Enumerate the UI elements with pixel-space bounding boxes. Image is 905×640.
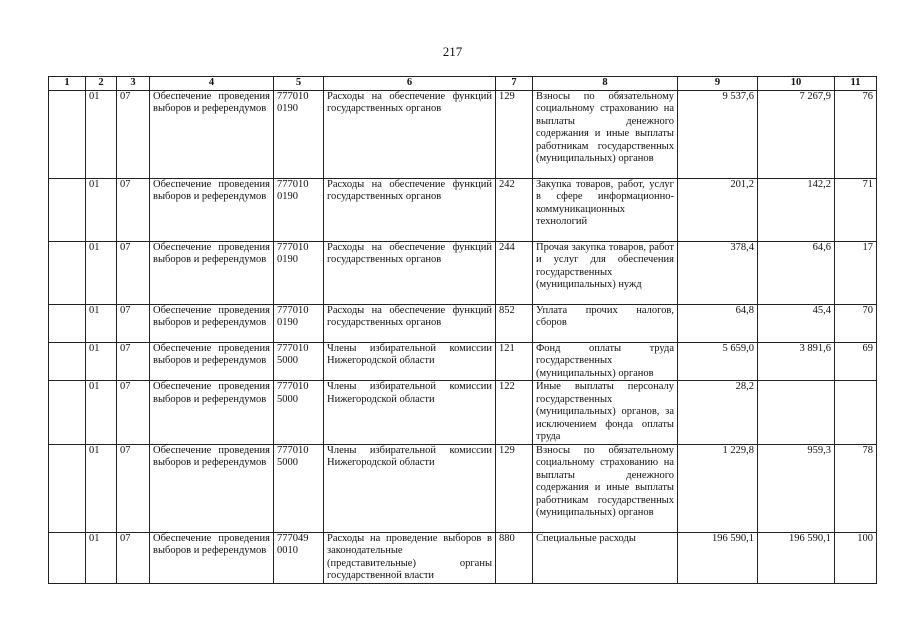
header-row xyxy=(49,77,877,91)
cell-target-name: Члены избирательной комиссии Нижегородской области xyxy=(324,342,496,381)
cell-percent: 71 xyxy=(835,178,877,241)
cell-plan: 28,2 xyxy=(678,381,758,445)
cell-col1 xyxy=(49,381,86,445)
col-header-8: 8 xyxy=(533,77,678,91)
table-row xyxy=(49,178,877,241)
cell-col1 xyxy=(49,178,86,241)
cell-expense-type: 244 xyxy=(496,241,533,304)
cell-subsection: 07 xyxy=(117,304,150,342)
cell-fact: 3 891,6 xyxy=(758,342,835,381)
col-header-2: 2 xyxy=(86,77,117,91)
cell-target-name: Члены избирательной комиссии Нижегородской области xyxy=(324,381,496,445)
cell-expense-name: Фонд оплаты труда государственных (муниципальных) органов xyxy=(533,342,678,381)
cell-col1 xyxy=(49,90,86,178)
cell-section: 01 xyxy=(86,90,117,178)
cell-plan: 9 537,6 xyxy=(678,90,758,178)
table-row xyxy=(49,342,877,381)
cell-expense-name: Закупка товаров, работ, услуг в сфере информационно-коммуникационных технологий xyxy=(533,178,678,241)
cell-section-name: Обеспечение проведения выборов и референдумов xyxy=(150,304,274,342)
cell-target-code: 777010 0190 xyxy=(274,90,324,178)
cell-expense-name: Прочая закупка товаров, работ и услуг для обеспечения государственных (муниципальных) нужд xyxy=(533,241,678,304)
cell-section: 01 xyxy=(86,241,117,304)
cell-percent: 78 xyxy=(835,444,877,532)
cell-section-name: Обеспечение проведения выборов и референдумов xyxy=(150,532,274,583)
cell-subsection: 07 xyxy=(117,532,150,583)
col-header-3: 3 xyxy=(117,77,150,91)
cell-section: 01 xyxy=(86,532,117,583)
cell-fact: 142,2 xyxy=(758,178,835,241)
cell-section: 01 xyxy=(86,444,117,532)
cell-fact: 959,3 xyxy=(758,444,835,532)
table-row xyxy=(49,90,877,178)
cell-target-name: Расходы на проведение выборов в законодательные (представительные) органы государственной власти xyxy=(324,532,496,583)
cell-col1 xyxy=(49,304,86,342)
cell-target-code: 777010 0190 xyxy=(274,241,324,304)
cell-section-name: Обеспечение проведения выборов и референдумов xyxy=(150,381,274,445)
cell-section: 01 xyxy=(86,178,117,241)
cell-target-code: 777010 5000 xyxy=(274,342,324,381)
col-header-4: 4 xyxy=(150,77,274,91)
cell-subsection: 07 xyxy=(117,381,150,445)
cell-expense-type: 122 xyxy=(496,381,533,445)
cell-percent: 70 xyxy=(835,304,877,342)
col-header-1: 1 xyxy=(49,77,86,91)
col-header-5: 5 xyxy=(274,77,324,91)
cell-percent: 76 xyxy=(835,90,877,178)
cell-expense-type: 242 xyxy=(496,178,533,241)
cell-expense-type: 121 xyxy=(496,342,533,381)
cell-percent xyxy=(835,381,877,445)
cell-col1 xyxy=(49,241,86,304)
cell-expense-type: 852 xyxy=(496,304,533,342)
table-row xyxy=(49,381,877,445)
budget-table xyxy=(48,76,877,584)
page-number: 217 xyxy=(442,44,463,59)
cell-expense-name: Иные выплаты персоналу государственных (муниципальных) органов, за исключением фонда оплаты труда xyxy=(533,381,678,445)
cell-target-code: 777010 5000 xyxy=(274,381,324,445)
cell-expense-type: 129 xyxy=(496,90,533,178)
cell-fact: 196 590,1 xyxy=(758,532,835,583)
cell-expense-name: Специальные расходы xyxy=(533,532,678,583)
cell-fact: 45,4 xyxy=(758,304,835,342)
cell-plan: 5 659,0 xyxy=(678,342,758,381)
cell-subsection: 07 xyxy=(117,178,150,241)
cell-percent: 69 xyxy=(835,342,877,381)
table-row xyxy=(49,304,877,342)
cell-fact xyxy=(758,381,835,445)
cell-subsection: 07 xyxy=(117,342,150,381)
cell-section-name: Обеспечение проведения выборов и референдумов xyxy=(150,90,274,178)
cell-percent: 17 xyxy=(835,241,877,304)
col-header-7: 7 xyxy=(496,77,533,91)
col-header-6: 6 xyxy=(324,77,496,91)
table-row xyxy=(49,241,877,304)
cell-target-name: Члены избирательной комиссии Нижегородской области xyxy=(324,444,496,532)
cell-plan: 378,4 xyxy=(678,241,758,304)
cell-section: 01 xyxy=(86,304,117,342)
cell-target-name: Расходы на обеспечение функций государственных органов xyxy=(324,178,496,241)
cell-fact: 64,6 xyxy=(758,241,835,304)
cell-plan: 64,8 xyxy=(678,304,758,342)
cell-subsection: 07 xyxy=(117,241,150,304)
col-header-9: 9 xyxy=(678,77,758,91)
cell-section-name: Обеспечение проведения выборов и референдумов xyxy=(150,342,274,381)
cell-section-name: Обеспечение проведения выборов и референдумов xyxy=(150,444,274,532)
col-header-11: 11 xyxy=(835,77,877,91)
cell-plan: 196 590,1 xyxy=(678,532,758,583)
cell-expense-type: 129 xyxy=(496,444,533,532)
cell-col1 xyxy=(49,444,86,532)
cell-fact: 7 267,9 xyxy=(758,90,835,178)
cell-expense-type: 880 xyxy=(496,532,533,583)
cell-section: 01 xyxy=(86,381,117,445)
cell-target-name: Расходы на обеспечение функций государственных органов xyxy=(324,90,496,178)
cell-subsection: 07 xyxy=(117,90,150,178)
cell-col1 xyxy=(49,532,86,583)
cell-target-code: 777049 0010 xyxy=(274,532,324,583)
cell-section: 01 xyxy=(86,342,117,381)
cell-expense-name: Взносы по обязательному социальному страхованию на выплаты денежного содержания и иные выплаты работникам государственных (муниципальных) органов xyxy=(533,90,678,178)
cell-section-name: Обеспечение проведения выборов и референдумов xyxy=(150,241,274,304)
cell-target-name: Расходы на обеспечение функций государственных органов xyxy=(324,304,496,342)
table-row xyxy=(49,532,877,583)
cell-expense-name: Взносы по обязательному социальному страхованию на выплаты денежного содержания и иные выплаты работникам государственных (муниципальных) органов xyxy=(533,444,678,532)
cell-target-code: 777010 5000 xyxy=(274,444,324,532)
cell-plan: 1 229,8 xyxy=(678,444,758,532)
col-header-10: 10 xyxy=(758,77,835,91)
cell-target-code: 777010 0190 xyxy=(274,304,324,342)
cell-section-name: Обеспечение проведения выборов и референдумов xyxy=(150,178,274,241)
cell-target-code: 777010 0190 xyxy=(274,178,324,241)
cell-subsection: 07 xyxy=(117,444,150,532)
cell-plan: 201,2 xyxy=(678,178,758,241)
cell-percent: 100 xyxy=(835,532,877,583)
cell-expense-name: Уплата прочих налогов, сборов xyxy=(533,304,678,342)
cell-target-name: Расходы на обеспечение функций государственных органов xyxy=(324,241,496,304)
table-row xyxy=(49,444,877,532)
cell-col1 xyxy=(49,342,86,381)
